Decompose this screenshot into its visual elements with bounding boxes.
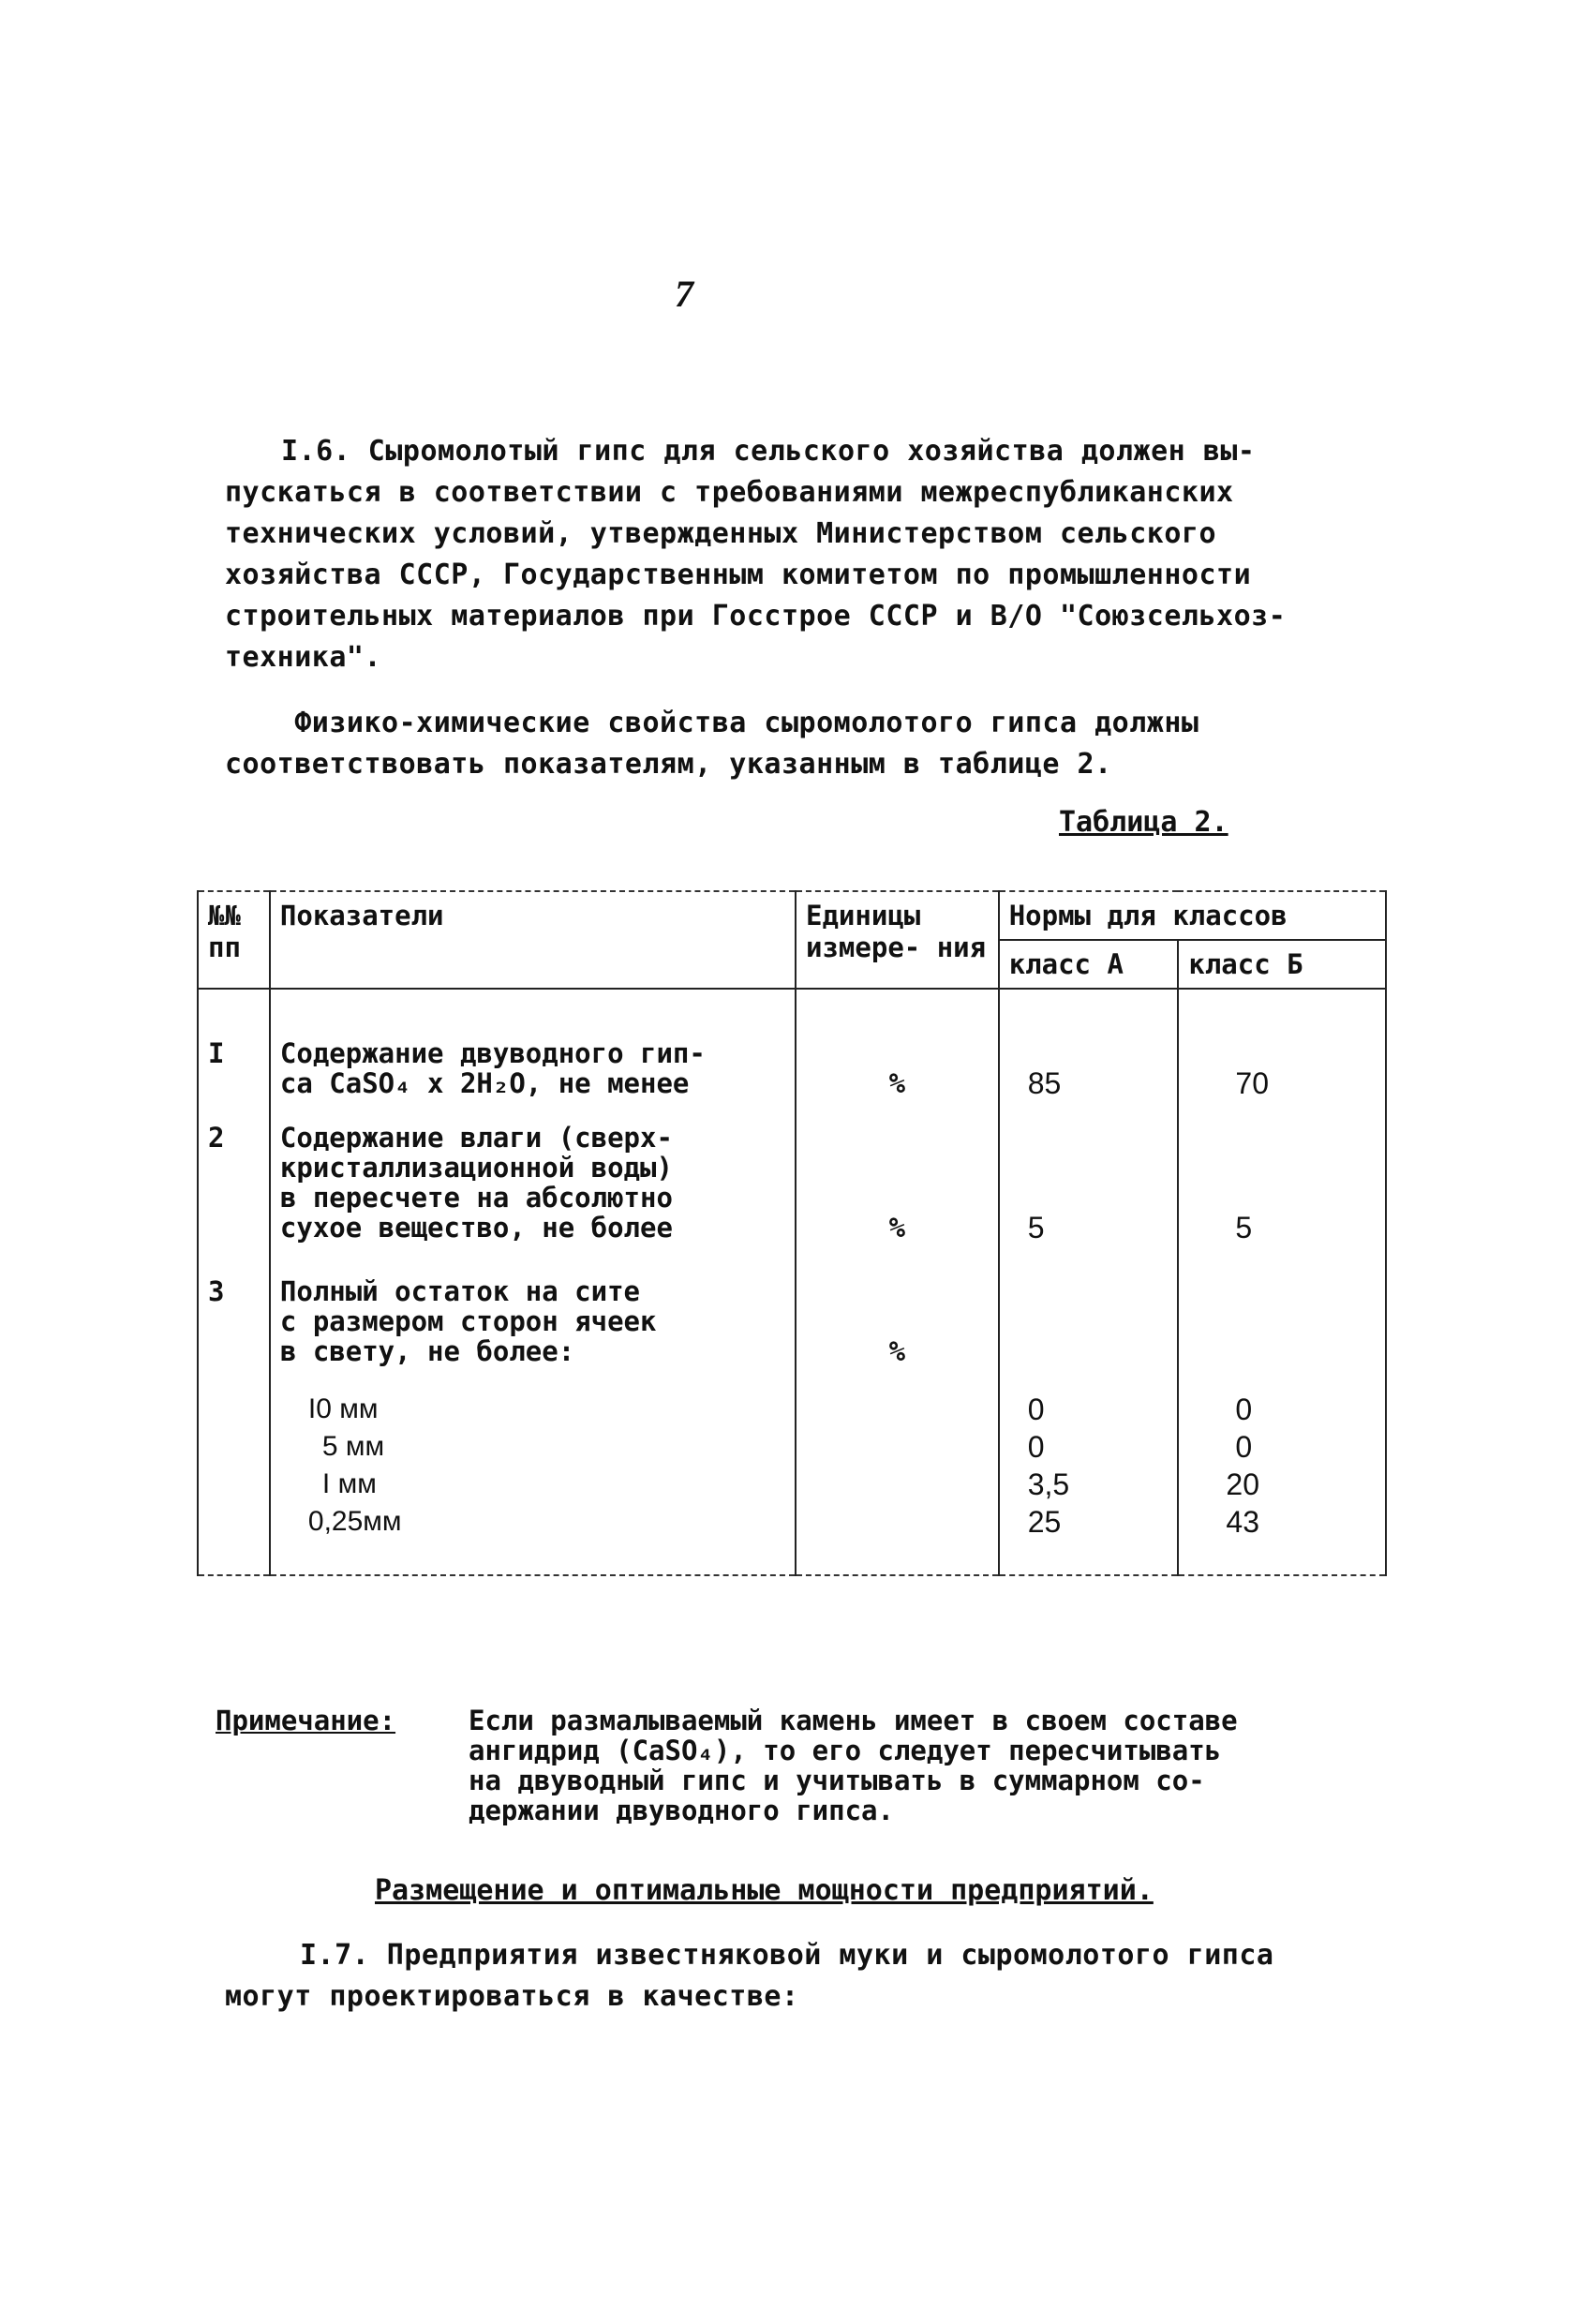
table-caption: Таблица 2.: [1059, 806, 1228, 839]
indicator-line: в пересчете на абсолютно: [279, 1182, 673, 1214]
indicator-line: Полный остаток на сите: [279, 1275, 641, 1307]
row-number: 2: [198, 1119, 270, 1246]
note-text: [450, 1706, 1368, 1825]
note-label: Примечание:: [216, 1705, 396, 1736]
row-class-a: [999, 1273, 1179, 1370]
row-class-b: 70: [1178, 1035, 1386, 1102]
row-indicator: [270, 1035, 796, 1102]
text-line: ангидрид (CaSO₄), то его следует пересчитывать: [469, 1735, 1222, 1766]
header-num: №№ пп: [198, 891, 270, 989]
text-line: строительных материалов при Госстрое СССР и В/О "Союзсельхоз-: [225, 600, 1287, 633]
properties-paragraph: [225, 703, 1359, 785]
table-row: [198, 1035, 1386, 1102]
text-line: Если размалываемый камень имеет в своем составе: [469, 1705, 1238, 1736]
row-indicator: [270, 1119, 796, 1246]
sieve-class-b: 43: [1178, 1503, 1386, 1575]
text-line: техника".: [225, 641, 382, 674]
note-block: [216, 1706, 1368, 1825]
text-line: соответствовать показателям, указанным в таблице 2.: [225, 748, 1112, 781]
text-line: I.7. Предприятия известняковой муки и сыромолотого гипса: [300, 1939, 1274, 1972]
table-row: [198, 1391, 1386, 1428]
sieve-size: 5 мм: [270, 1428, 796, 1466]
section-1-6-paragraph: [225, 431, 1359, 678]
text-line: Физико-химические свойства сыромолотого гипса должны: [225, 707, 1199, 739]
row-class-a: 5: [999, 1119, 1179, 1246]
row-unit: %: [796, 1035, 999, 1102]
row-class-a: 85: [999, 1035, 1179, 1102]
sieve-class-a: 0: [999, 1428, 1179, 1466]
header-class-b: класс Б: [1178, 940, 1386, 989]
text-line: держании двуводного гипса.: [469, 1795, 894, 1826]
section-1-7-paragraph: [225, 1935, 1359, 2018]
row-indicator: [270, 1273, 796, 1370]
properties-table: [197, 890, 1387, 1576]
text-line: хозяйства СССР, Государственным комитетом по промышленности: [225, 559, 1252, 591]
sieve-class-b: 20: [1178, 1466, 1386, 1503]
page-number: 7: [675, 273, 693, 315]
text-line: пускаться в соответствии с требованиями межреспубликанских: [225, 476, 1234, 509]
header-norms: Нормы для классов: [999, 891, 1386, 940]
header-class-a: класс А: [999, 940, 1179, 989]
row-unit: %: [796, 1119, 999, 1246]
indicator-line: Содержание влаги (сверх-: [279, 1122, 673, 1154]
sieve-class-a: 25: [999, 1503, 1179, 1575]
indicator-line: кристаллизационной воды): [279, 1152, 673, 1184]
header-unit: Единицы измере- ния: [796, 891, 999, 989]
sieve-class-a: 0: [999, 1391, 1179, 1428]
sieve-class-b: 0: [1178, 1428, 1386, 1466]
row-number: I: [198, 1035, 270, 1102]
indicator-line: с размером сторон ячеек: [279, 1305, 657, 1337]
sieve-class-b: 0: [1178, 1391, 1386, 1428]
sieve-class-a: 3,5: [999, 1466, 1179, 1503]
row-class-b: [1178, 1273, 1386, 1370]
table-row: [198, 1273, 1386, 1370]
text-line: технических условий, утвержденных Министерством сельского: [225, 517, 1217, 550]
row-number: 3: [198, 1273, 270, 1370]
text-line: I.6. Сыромолотый гипс для сельского хозяйства должен вы-: [281, 435, 1256, 468]
table-row: [198, 1466, 1386, 1503]
sieve-size: 0,25мм: [270, 1503, 796, 1575]
indicator-line: сухое вещество, не более: [279, 1212, 673, 1244]
sieve-size: I мм: [270, 1466, 796, 1503]
text-line: на двуводный гипс и учитывать в суммарном со-: [469, 1765, 1205, 1796]
indicator-line: Содержание двуводного гип-: [279, 1037, 706, 1069]
table-row: [198, 1428, 1386, 1466]
section-heading: Размещение и оптимальные мощности предприятий.: [375, 1874, 1154, 1907]
row-class-b: 5: [1178, 1119, 1386, 1246]
indicator-line: са CaSO₄ x 2H₂O, не менее: [279, 1067, 690, 1099]
text-line: могут проектироваться в качестве:: [225, 1980, 799, 2013]
table-row: [198, 1119, 1386, 1246]
indicator-line: в свету, не более:: [279, 1335, 575, 1367]
header-indicator: Показатели: [270, 891, 796, 989]
table-row: [198, 1503, 1386, 1575]
row-unit: %: [796, 1273, 999, 1370]
sieve-size: I0 мм: [270, 1391, 796, 1428]
